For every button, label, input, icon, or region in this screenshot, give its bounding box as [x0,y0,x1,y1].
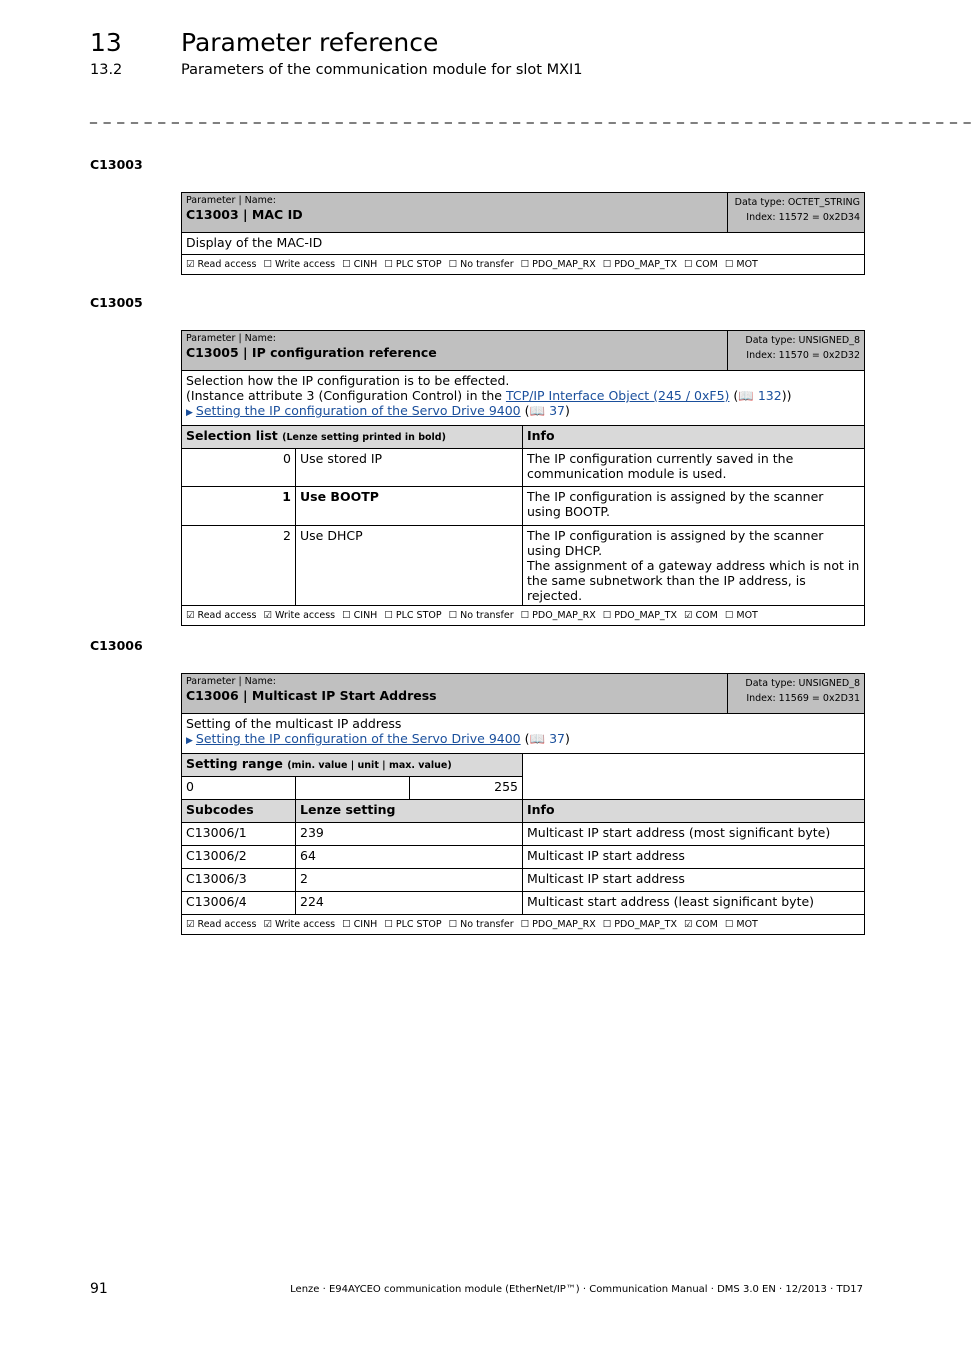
subcode-info: Multicast IP start address (most significant byte) [523,823,865,846]
access-flag: ☐ PDO_MAP_TX [602,610,677,621]
access-flag: ☐ CINH [342,610,378,621]
param-header-cell [182,331,728,371]
subcodes-header: Subcodes [182,800,296,823]
selection-row [182,487,865,526]
access-flag: ☑ Write access [263,919,336,930]
range-min: 0 [182,777,296,800]
see-also-line: ▶ Setting the IP configuration of the Servo Drive 9400 (📖 37) [186,731,570,746]
subcode: C13006/2 [182,846,296,869]
param-label: Parameter | Name: [186,195,276,206]
access-flag: ☐ COM [684,259,718,270]
subcode-info: Multicast IP start address [523,846,865,869]
param-description: Display of the MAC-ID [182,233,865,255]
param-name: C13006 | Multicast IP Start Address [186,688,437,703]
access-flag: ☐ Write access [263,259,336,270]
selection-info: The IP configuration is assigned by the scanner using BOOTP. [523,487,865,526]
access-flag: ☐ MOT [724,610,758,621]
page-ref[interactable]: 37 [549,403,565,418]
setting-range-blank [523,754,865,800]
arrow-right-icon: ▶ [186,408,193,418]
param-description [182,371,865,426]
access-flag: ☐ CINH [342,259,378,270]
chapter-title: Parameter reference [181,28,439,57]
range-max: 255 [410,777,523,800]
index: Index: 11569 = 0x2D31 [746,693,861,704]
access-flag: ☐ MOT [724,259,758,270]
datatype: Data type: OCTET_STRING [734,197,860,208]
lenze-setting: 64 [296,846,523,869]
selection-info: The IP configuration is assigned by the scanner using DHCP. The assignment of a gateway address which is not in the same subnetwork than the IP address, is rejected. [523,526,865,606]
description-line: Setting of the multicast IP address [186,716,402,731]
subcode-row [182,846,865,869]
param-header-cell [182,674,728,714]
lenze-setting: 239 [296,823,523,846]
range-unit [296,777,410,800]
param-table-c13005 [181,330,865,626]
access-flag: ☐ PDO_MAP_RX [520,610,596,621]
section-number: 13.2 [90,62,123,78]
lenze-setting: 224 [296,892,523,915]
param-table-c13003 [181,192,865,275]
selection-row [182,449,865,487]
description-line: (Instance attribute 3 (Configuration Control) in the TCP/IP Interface Object (245 / 0xF5) (📖 132)) [186,388,792,403]
access-flag: ☑ Read access [186,610,257,621]
param-name: C13005 | IP configuration reference [186,345,437,360]
param-name: C13003 | MAC ID [186,207,303,222]
footer-text: Lenze · E94AYCEO communication module (EtherNet/IP™) · Communication Manual · DMS 3.0 EN · 12/2013 · TD17 [290,1284,863,1295]
selection-label: Use BOOTP [296,487,523,526]
tcpip-object-link[interactable]: TCP/IP Interface Object (245 / 0xF5) [505,388,730,403]
param-label: Parameter | Name: [186,333,276,344]
access-flag: ☐ PLC STOP [384,610,442,621]
access-flag: ☑ COM [684,610,718,621]
lenze-setting-header: Lenze setting [296,800,523,823]
access-flag: ☐ PLC STOP [384,259,442,270]
param-label: Parameter | Name: [186,676,276,687]
book-icon: 📖 [738,388,754,403]
info-header: Info [523,800,865,823]
arrow-right-icon: ▶ [186,736,193,746]
access-flag: ☑ Read access [186,919,257,930]
access-flag: ☐ PDO_MAP_TX [602,919,677,930]
subcode: C13006/4 [182,892,296,915]
page-ref[interactable]: 37 [549,731,565,746]
subcode-row [182,823,865,846]
access-flag: ☐ PDO_MAP_TX [602,259,677,270]
description-line: Selection how the IP configuration is to be effected. [186,373,510,388]
index: Index: 11572 = 0x2D34 [746,212,860,223]
subcode-info: Multicast start address (least significant byte) [523,892,865,915]
page-ref[interactable]: 132 [757,388,782,403]
index: Index: 11570 = 0x2D32 [746,350,861,361]
header-separator: _ _ _ _ _ _ _ _ _ _ _ _ _ _ _ _ _ _ _ _ _ _ _ _ _ _ _ _ _ _ _ _ _ _ _ _ _ _ _ _ _ _ _ _ _ _ _ _ _ _ _ _ _ _ _ _ _ _ _ _ _ _ _ _ _ [90,108,972,124]
access-flags [182,606,865,626]
access-flag: ☐ PDO_MAP_RX [520,259,596,270]
param-heading-c13003: C13003 [90,157,143,172]
datatype-cell [728,674,865,714]
access-flag: ☐ PDO_MAP_RX [520,919,596,930]
param-table-c13006 [181,673,865,935]
page-number: 91 [90,1281,108,1297]
selection-label: Use stored IP [296,449,523,487]
param-header-cell [182,193,728,233]
book-icon: 📖 [529,731,546,746]
see-also-line: ▶ Setting the IP configuration of the Servo Drive 9400 (📖 37) [186,403,570,418]
selection-row [182,526,865,606]
access-flags [182,255,865,275]
chapter-number: 13 [90,28,122,57]
param-description [182,714,865,754]
access-flag: ☑ COM [684,919,718,930]
selection-list-header: Selection list (Lenze setting printed in bold) [182,426,523,449]
setting-ip-link[interactable]: Setting the IP configuration of the Servo Drive 9400 [195,731,521,746]
subcode-info: Multicast IP start address [523,869,865,892]
param-heading-c13006: C13006 [90,638,143,653]
access-flag: ☐ No transfer [448,610,514,621]
selection-value: 2 [182,526,296,606]
datatype: Data type: UNSIGNED_8 [745,335,861,346]
selection-info: The IP configuration currently saved in the communication module is used. [523,449,865,487]
subcode-row [182,869,865,892]
datatype-cell [728,331,865,371]
subcode: C13006/1 [182,823,296,846]
selection-value: 1 [182,487,296,526]
access-flag: ☐ CINH [342,919,378,930]
access-flag: ☐ No transfer [448,259,514,270]
info-header: Info [523,426,865,449]
selection-label: Use DHCP [296,526,523,606]
param-heading-c13005: C13005 [90,295,143,310]
access-flag: ☐ No transfer [448,919,514,930]
setting-range-header: Setting range (min. value | unit | max. value) [182,754,523,777]
access-flag: ☑ Read access [186,259,257,270]
datatype-cell [728,193,865,233]
selection-value: 0 [182,449,296,487]
subcode-row [182,892,865,915]
subcode: C13006/3 [182,869,296,892]
datatype: Data type: UNSIGNED_8 [745,678,861,689]
lenze-setting: 2 [296,869,523,892]
access-flag: ☐ MOT [724,919,758,930]
access-flags [182,915,865,935]
access-flag: ☐ PLC STOP [384,919,442,930]
book-icon: 📖 [529,403,546,418]
access-flag: ☑ Write access [263,610,336,621]
setting-ip-link[interactable]: Setting the IP configuration of the Servo Drive 9400 [195,403,521,418]
section-title: Parameters of the communication module for slot MXI1 [181,62,583,78]
